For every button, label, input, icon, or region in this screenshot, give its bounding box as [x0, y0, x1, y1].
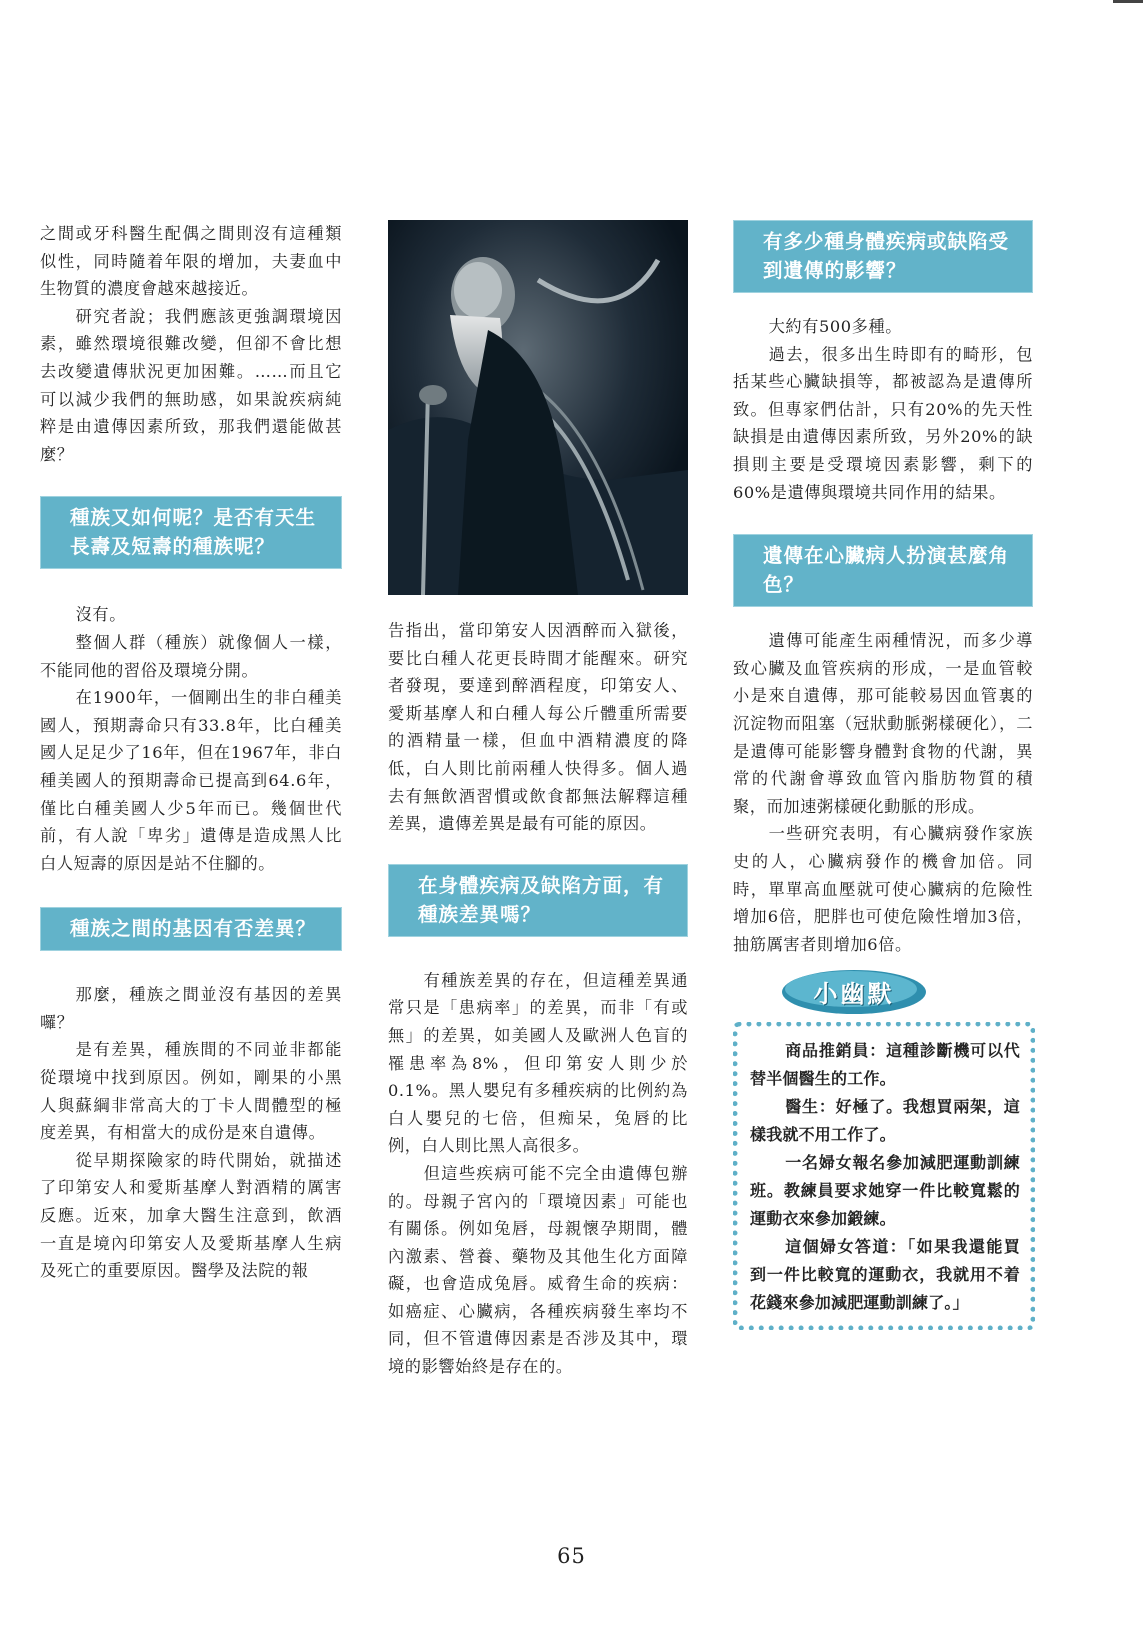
column-right — [733, 220, 1033, 1330]
paragraph: 從早期探險家的時代開始，就描述了印第安人和愛斯基摩人對酒精的厲害反應。近來，加拿大醫生注意到，飲酒一直是境內印第安人及愛斯基摩人生病及死亡的重要原因。醫學及法院的報 — [40, 1150, 342, 1281]
paragraph: 在1900年，一個剛出生的非白種美國人，預期壽命只有33.8年，比白種美國人足足少了16年，但在1967年，非白種美國人的預期壽命已提高到64.6年，僅比白種美國人少5年而已。幾個世代前，有人說「卑劣」遺傳是造成黑人比白人短壽的原因是站不住腳的。 — [40, 688, 342, 873]
section-heading-race-lifespan: 種族又如何呢？是否有天生長壽及短壽的種族呢？ — [40, 496, 342, 569]
humor-title: 小幽默 — [813, 980, 895, 1009]
paragraph: 大約有500多種。 — [768, 317, 903, 336]
humor-line: 商品推銷員：這種診斷機可以代替半個醫生的工作。 — [750, 1041, 1020, 1089]
humor-line: 醫生：好極了。我想買兩架，這樣我就不用工作了。 — [750, 1097, 1020, 1145]
paragraph: 有種族差異的存在，但這種差異通常只是「患病率」的差異，而非「有或無」的差異，如美國人及歐洲人色盲的罹患率為8%，但印第安人則少於0.1%。黑人嬰兒有多種疾病的比例約為白人嬰兒的七倍，但痴呆，兔唇的比例，白人則比黑人高很多。 — [388, 970, 688, 1156]
humor-badge — [779, 966, 929, 1018]
section-heading-genetic-diseases: 有多少種身體疾病或缺陷受到遺傳的影響？ — [733, 220, 1033, 293]
paragraph: 是有差異，種族間的不同並非都能從環境中找到原因。例如，剛果的小黑人與蘇綱非常高大的丁卡人間體型的極度差異，有相當大的成份是來自遺傳。 — [40, 1040, 342, 1143]
elderly-man-photo — [388, 220, 688, 595]
section-heading-heart-disease: 遺傳在心臟病人扮演甚麼角色？ — [733, 534, 1033, 607]
humor-line: 這個婦女答道：「如果我還能買到一件比較寬的運動衣，我就用不着花錢來參加減肥運動訓練了。」 — [750, 1237, 1020, 1313]
paragraph: 過去，很多出生時即有的畸形，包括某些心臟缺損等，都被認為是遺傳所致。但專家們估計，只有20%的先天性缺損是由遺傳因素所致，另外20%的缺損則主要是受環境因素影響，剩下的60%是遺傳與環境共同作用的結果。 — [733, 344, 1033, 502]
photo-illustration — [388, 220, 688, 595]
paragraph: 那麼，種族之間並沒有基因的差異囉？ — [40, 985, 342, 1032]
section-heading-race-genes: 種族之間的基因有否差異？ — [40, 907, 342, 951]
paragraph: 告指出，當印第安人因酒醉而入獄後，要比白種人花更長時間才能醒來。研究者發現，要達到醉酒程度，印第安人、愛斯基摩人和白種人每公斤體重所需要的酒精量一樣，但血中酒精濃度的降低，白人則比前兩種人快得多。個人過去有無飲酒習慣或飲食都無法解釋這種差異，遺傳差異是最有可能的原因。 — [388, 621, 688, 834]
paragraph: 一些研究表明，有心臟病發作家族史的人，心臟病發作的機會加倍。同時，單單高血壓就可使心臟病的危險性增加6倍，肥胖也可使危險性增加3倍，抽筋厲害者則增加6倍。 — [733, 824, 1033, 954]
paragraph: 沒有。 — [75, 605, 126, 625]
paragraph: 研究者說；我們應該更強調環境因素，雖然環境很難改變，但卻不會比想去改變遺傳狀況更加困難。……而且它可以減少我們的無助感，如果說疾病純粹是由遺傳因素所致，那我們還能做甚麼？ — [40, 306, 342, 464]
column-left — [40, 220, 342, 1285]
humor-line: 一名婦女報名參加減肥運動訓練班。教練員要求她穿一件比較寬鬆的運動衣來參加鍛練。 — [750, 1153, 1020, 1229]
column-middle — [388, 220, 688, 1381]
paragraph: 整個人群（種族）就像個人一樣，不能同他的習俗及環境分開。 — [40, 632, 342, 680]
corner-crop-mark — [1113, 0, 1143, 3]
page-number: 65 — [557, 1544, 586, 1568]
paragraph: 但這些疾病可能不完全由遺傳包辦的。母親子宮內的「環境因素」可能也有關係。例如兔唇，母親懷孕期間，體內激素、營養、藥物及其他生化方面障礙，也會造成兔唇。威脅生命的疾病：如癌症、心臟病，各種疾病發生率均不同，但不管遺傳因素是否涉及其中，環境的影響始終是存在的。 — [388, 1163, 688, 1377]
humor-box — [733, 1022, 1035, 1330]
section-heading-race-disease: 在身體疾病及缺陷方面，有種族差異嗎？ — [388, 864, 688, 937]
paragraph: 遺傳可能產生兩種情況，而多少導致心臟及血管疾病的形成，一是血管較小是來自遺傳，那可能較易因血管裏的沉淀物而阻塞（冠狀動脈粥樣硬化），二是遺傳可能影響身體對食物的代謝，異常的代謝會導致血管內脂肪物質的積聚，而加速粥樣硬化動脈的形成。 — [733, 631, 1033, 816]
paragraph: 之間或牙科醫生配偶之間則沒有這種類似性，同時隨着年限的增加，夫妻血中生物質的濃度會越來越接近。 — [40, 224, 342, 299]
